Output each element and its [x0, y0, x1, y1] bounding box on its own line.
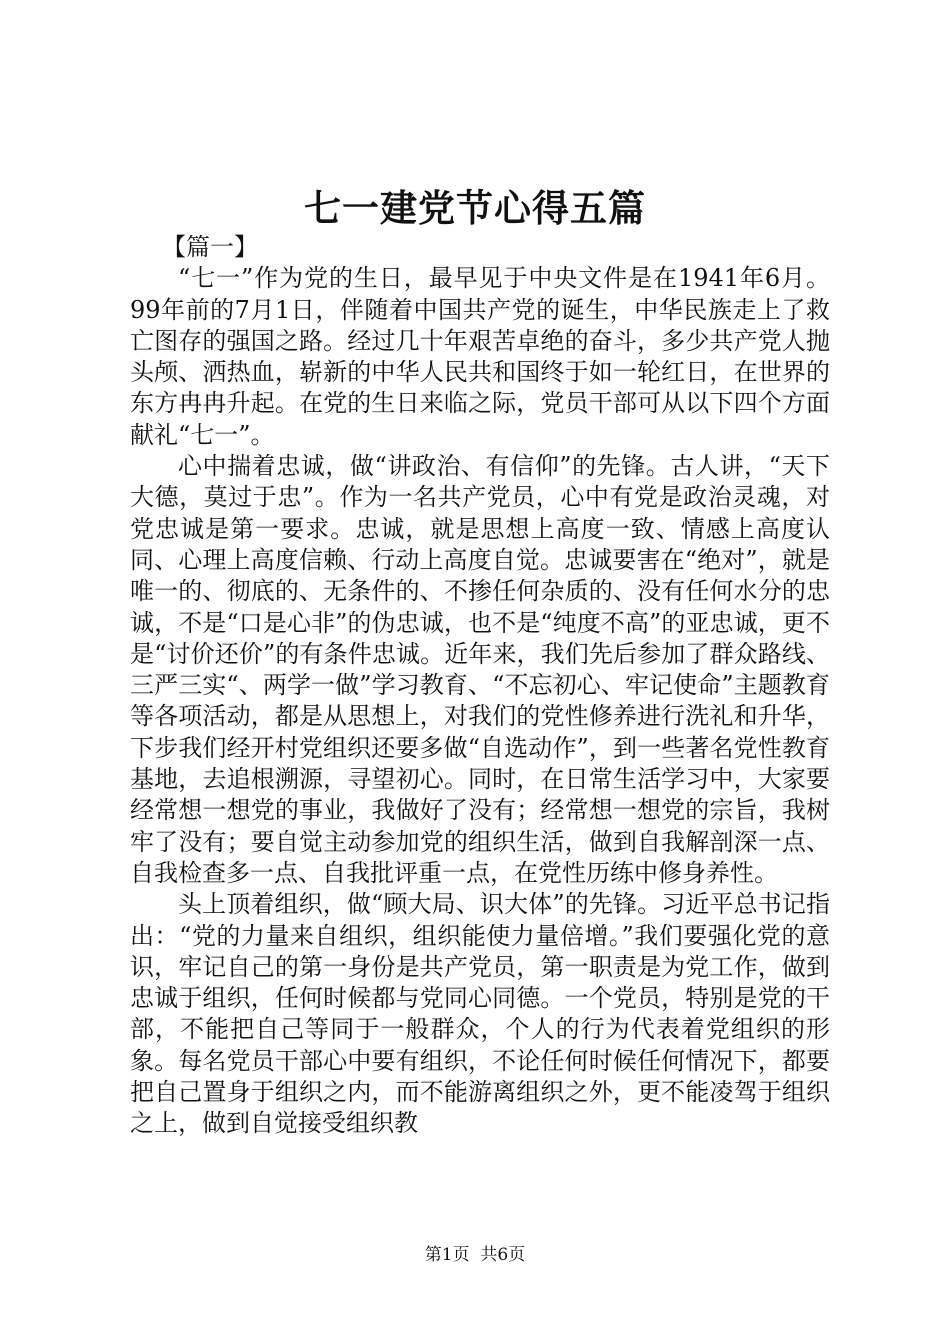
- section-label: 【篇一】: [162, 233, 258, 261]
- paragraph: “七一”作为党的生日，最早见于中央文件是在1941年6月。99年前的7月1日，伴随着中国共产党的诞生，中华民族走上了救亡图存的强国之路。经过几十年艰苦卓绝的奋斗，多少共产党人抛头颅、洒热血，崭新的中华人民共和国终于如一轮红日，在世界的东方冉冉升起。在党的生日来临之际，党员干部可从以下四个方面献礼“七一”。: [130, 264, 830, 449]
- document-title: 七一建党节心得五篇: [304, 187, 646, 230]
- page-number: 第1页: [424, 1245, 470, 1265]
- paragraph: 头上顶着组织，做“顾大局、识大体”的先锋。习近平总书记指出：“党的力量来自组织，组织能使力量倍增。”我们要强化党的意识，牢记自己的第一身份是共产党员，第一职责是为党工作，做到忠诚于组织，任何时候都与党同心同德。一个党员，特别是党的干部，不能把自己等同于一般群众，个人的行为代表着党组织的形象。每名党员干部心中要有组织，不论任何时候任何情况下，都要把自己置身于组织之内，而不能游离组织之外，更不能凌驾于组织之上，做到自觉接受组织教: [130, 890, 830, 1138]
- document-body: [130, 232, 830, 1140]
- paragraph: 心中揣着忠诚，做“讲政治、有信仰”的先锋。古人讲，“天下大德，莫过于忠”。作为一名共产党员，心中有党是政治灵魂，对党忠诚是第一要求。忠诚，就是思想上高度一致、情感上高度认同、心理上高度信赖、行动上高度自觉。忠诚要害在“绝对”，就是唯一的、彻底的、无条件的、不掺任何杂质的、没有任何水分的忠诚，不是“口是心非”的伪忠诚，也不是“纯度不高”的亚忠诚，更不是“讨价还价”的有条件忠诚。近年来，我们先后参加了群众路线、三严三实“、两学一做”学习教育、“不忘初心、牢记使命”主题教育等各项活动，都是从思想上，对我们的党性修养进行洗礼和升华，下步我们经开村党组织还要多做“自选动作”，到一些著名党性教育基地，去追根溯源，寻望初心。同时，在日常生活学习中，大家要经常想一想党的事业，我做好了没有；经常想一想党的宗旨，我树牢了没有；要自觉主动参加党的组织生活，做到自我解剖深一点、自我检查多一点、自我批评重一点，在党性历练中修身养性。: [130, 452, 830, 887]
- page-footer: [0, 1244, 950, 1266]
- page-total: 共6页: [480, 1245, 526, 1265]
